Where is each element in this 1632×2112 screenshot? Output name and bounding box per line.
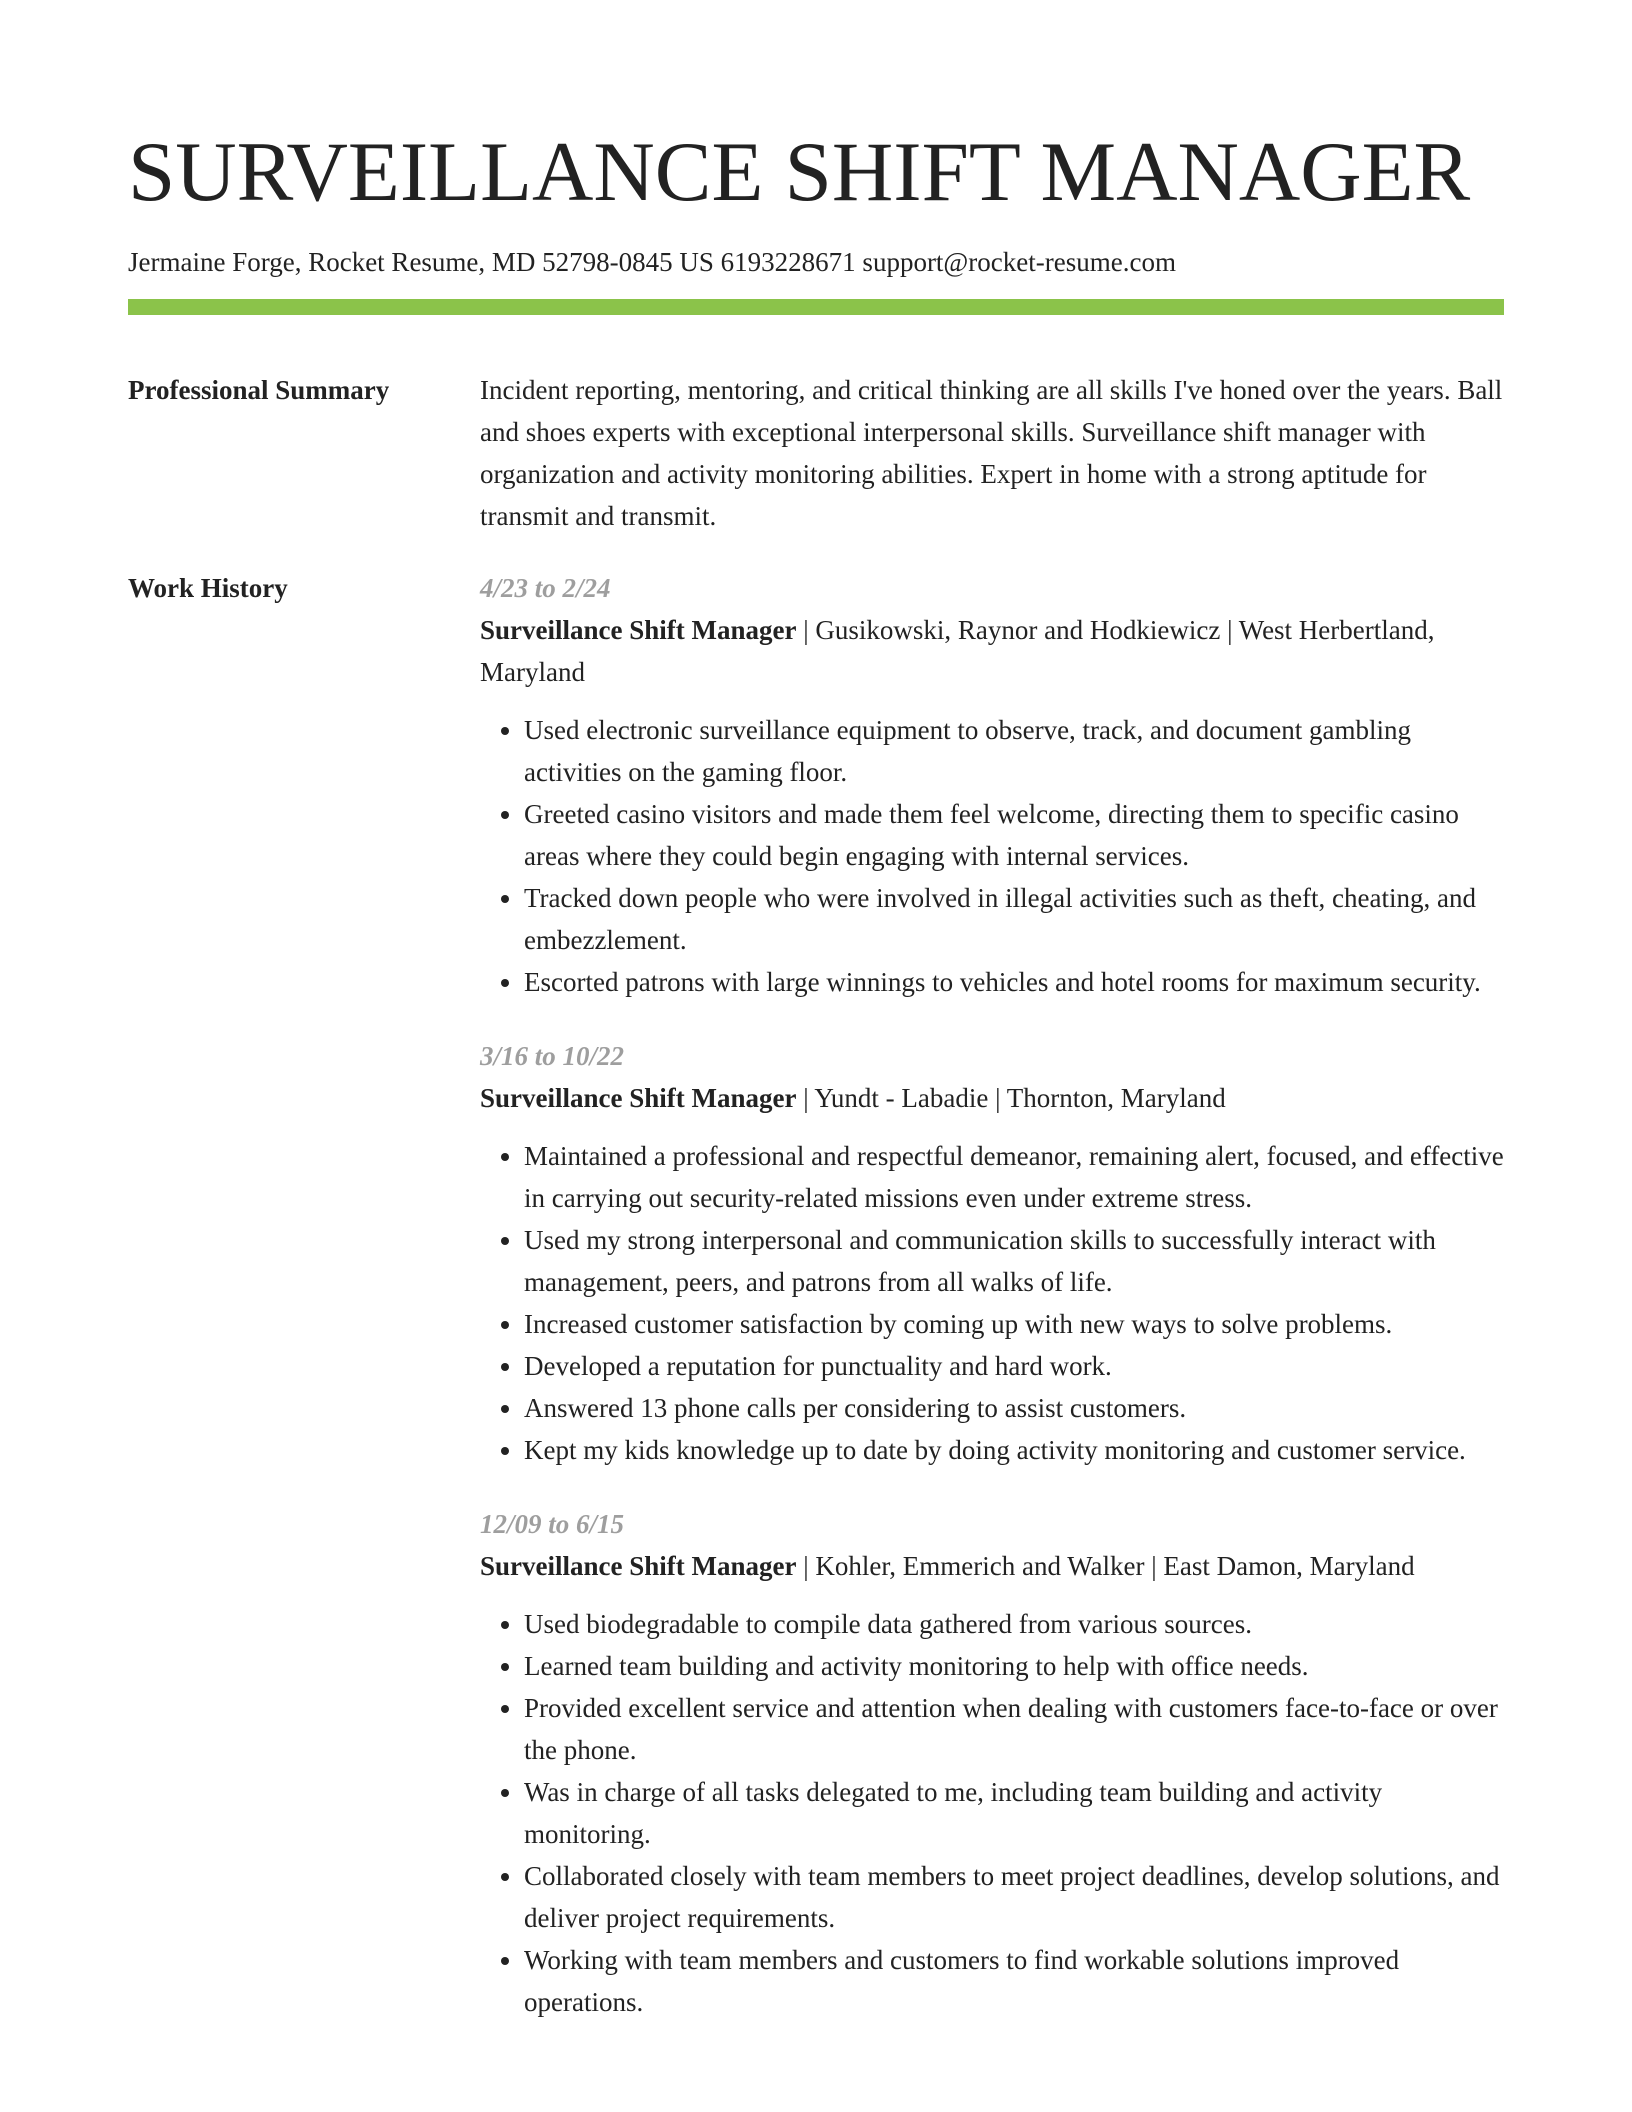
header-divider xyxy=(128,299,1504,315)
job-company-location: | Gusikowski, Raynor and Hodkiewicz | West Herbertland, Maryland xyxy=(480,615,1435,687)
summary-section xyxy=(128,369,1504,537)
resume-page xyxy=(128,0,1504,2023)
job-bullet: • Used my strong interpersonal and communication skills to successfully interact with management, peers, and patrons from all walks of life. xyxy=(524,1219,1504,1303)
job-bullet: • Developed a reputation for punctuality and hard work. xyxy=(524,1345,1504,1387)
job-entry xyxy=(480,567,1504,1003)
job-title: Surveillance Shift Manager xyxy=(480,1083,797,1113)
job-heading xyxy=(480,1545,1504,1587)
job-dates: 4/23 to 2/24 xyxy=(480,573,611,603)
job-bullet: • Increased customer satisfaction by coming up with new ways to solve problems. xyxy=(524,1303,1504,1345)
job-bullet-list xyxy=(480,709,1504,1003)
job-bullet: • Tracked down people who were involved in illegal activities such as theft, cheating, and embezzlement. xyxy=(524,877,1504,961)
job-list xyxy=(480,567,1504,2023)
job-bullet: • Used electronic surveillance equipment to observe, track, and document gambling activities on the gaming floor. xyxy=(524,709,1504,793)
job-entry xyxy=(480,1503,1504,2023)
job-bullet: • Maintained a professional and respectful demeanor, remaining alert, focused, and effective in carrying out security-related missions even under extreme stress. xyxy=(524,1135,1504,1219)
job-bullet: • Answered 13 phone calls per considering to assist customers. xyxy=(524,1387,1504,1429)
job-company-location: | Yundt - Labadie | Thornton, Maryland xyxy=(796,1083,1226,1113)
summary-text: Incident reporting, mentoring, and critical thinking are all skills I've honed over the years. Ball and shoes experts with exceptional interpersonal skills. Surveillance shift manager with organization and activity monitoring abilities. Expert in home with a strong aptitude for transmit and transmit. xyxy=(480,375,1503,531)
job-title: Surveillance Shift Manager xyxy=(480,615,797,645)
contact-line: Jermaine Forge, Rocket Resume, MD 52798-0845 US 6193228671 support@rocket-resume.com xyxy=(128,247,1176,277)
job-company-location: | Kohler, Emmerich and Walker | East Damon, Maryland xyxy=(796,1551,1415,1581)
job-bullet: • Greeted casino visitors and made them feel welcome, directing them to specific casino areas where they could begin engaging with internal services. xyxy=(524,793,1504,877)
resume-name: SURVEILLANCE SHIFT MANAGER xyxy=(128,125,1471,219)
job-bullet: • Escorted patrons with large winnings to vehicles and hotel rooms for maximum security. xyxy=(524,961,1504,1003)
job-bullet: • Used biodegradable to compile data gathered from various sources. xyxy=(524,1603,1504,1645)
job-dates: 12/09 to 6/15 xyxy=(480,1509,625,1539)
work-history-section xyxy=(128,567,1504,2023)
job-title: Surveillance Shift Manager xyxy=(480,1551,797,1581)
job-bullet: • Collaborated closely with team members to meet project deadlines, develop solutions, and deliver project requirements. xyxy=(524,1855,1504,1939)
summary-heading: Professional Summary xyxy=(128,375,390,405)
job-heading xyxy=(480,609,1504,693)
job-bullet: • Working with team members and customers to find workable solutions improved operations. xyxy=(524,1939,1504,2023)
job-heading xyxy=(480,1077,1504,1119)
job-entry xyxy=(480,1035,1504,1471)
job-dates: 3/16 to 10/22 xyxy=(480,1041,625,1071)
job-bullet: • Kept my kids knowledge up to date by doing activity monitoring and customer service. xyxy=(524,1429,1504,1471)
work-history-heading: Work History xyxy=(128,573,288,603)
job-bullet: • Provided excellent service and attention when dealing with customers face-to-face or over the phone. xyxy=(524,1687,1504,1771)
job-bullet: • Was in charge of all tasks delegated to me, including team building and activity monitoring. xyxy=(524,1771,1504,1855)
job-bullet-list xyxy=(480,1135,1504,1471)
job-bullet: • Learned team building and activity monitoring to help with office needs. xyxy=(524,1645,1504,1687)
job-bullet-list xyxy=(480,1603,1504,2023)
